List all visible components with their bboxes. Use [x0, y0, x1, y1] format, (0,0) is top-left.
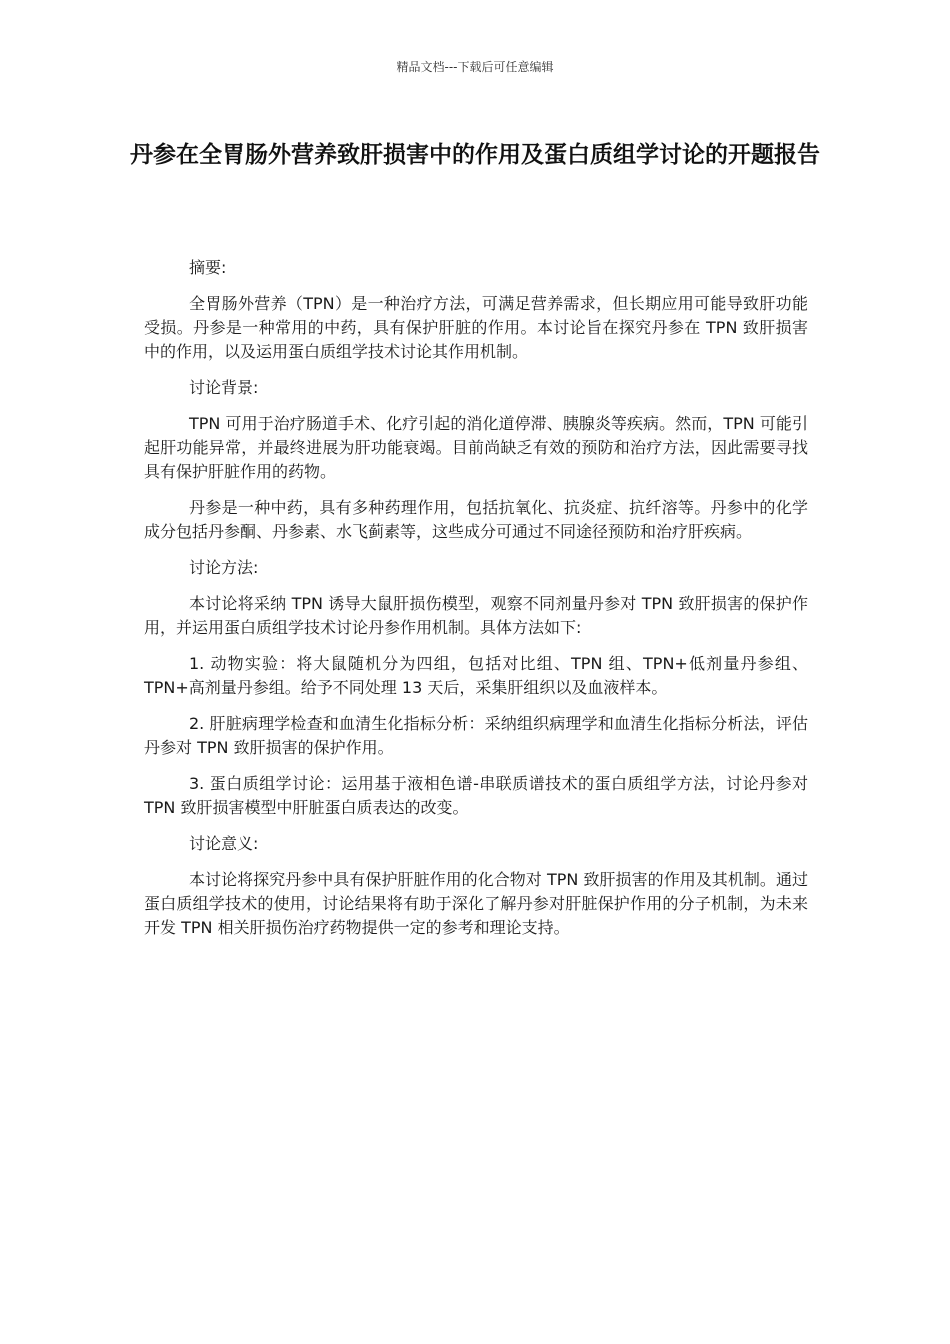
method-heading: 讨论方法: — [189, 558, 259, 577]
header-note: 精品文档---下载后可任意编辑 — [396, 60, 554, 74]
document-body — [144, 256, 808, 952]
document-title: 丹参在全胃肠外营养致肝损害中的作用及蛋白质组学讨论的开题报告 — [130, 142, 820, 168]
method-step-2: 2. 肝脏病理学检查和血清生化指标分析：采纳组织病理学和血清生化指标分析法，评估丹参对 TPN 致肝损害的保护作用。 — [144, 714, 808, 757]
background-paragraph-1: TPN 可用于治疗肠道手术、化疗引起的消化道停滞、胰腺炎等疾病。然而，TPN 可能引起肝功能异常，并最终进展为肝功能衰竭。目前尚缺乏有效的预防和治疗方法，因此需要寻找具有保护肝脏作用的药物。 — [144, 414, 808, 481]
significance-heading: 讨论意义: — [189, 834, 259, 853]
abstract-paragraph: 全胃肠外营养（TPN）是一种治疗方法，可满足营养需求，但长期应用可能导致肝功能受损。丹参是一种常用的中药，具有保护肝脏的作用。本讨论旨在探究丹参在 TPN 致肝损害中的作用，以及运用蛋白质组学技术讨论其作用机制。 — [144, 294, 808, 361]
abstract-heading: 摘要: — [189, 258, 227, 277]
significance-paragraph: 本讨论将探究丹参中具有保护肝脏作用的化合物对 TPN 致肝损害的作用及其机制。通过蛋白质组学技术的使用，讨论结果将有助于深化了解丹参对肝脏保护作用的分子机制，为未来开发 TPN 相关肝损伤治疗药物提供一定的参考和理论支持。 — [144, 870, 808, 937]
background-paragraph-2: 丹参是一种中药，具有多种药理作用，包括抗氧化、抗炎症、抗纤溶等。丹参中的化学成分包括丹参酮、丹参素、水飞蓟素等，这些成分可通过不同途径预防和治疗肝疾病。 — [144, 498, 808, 541]
method-paragraph: 本讨论将采纳 TPN 诱导大鼠肝损伤模型，观察不同剂量丹参对 TPN 致肝损害的保护作用，并运用蛋白质组学技术讨论丹参作用机制。具体方法如下: — [144, 594, 808, 637]
method-step-1: 1. 动物实验：将大鼠随机分为四组，包括对比组、TPN 组、TPN+低剂量丹参组、TPN+高剂量丹参组。给予不同处理 13 天后，采集肝组织以及血液样本。 — [144, 654, 808, 697]
method-step-3: 3. 蛋白质组学讨论：运用基于液相色谱-串联质谱技术的蛋白质组学方法，讨论丹参对 TPN 致肝损害模型中肝脏蛋白质表达的改变。 — [144, 774, 808, 817]
background-heading: 讨论背景: — [189, 378, 259, 397]
